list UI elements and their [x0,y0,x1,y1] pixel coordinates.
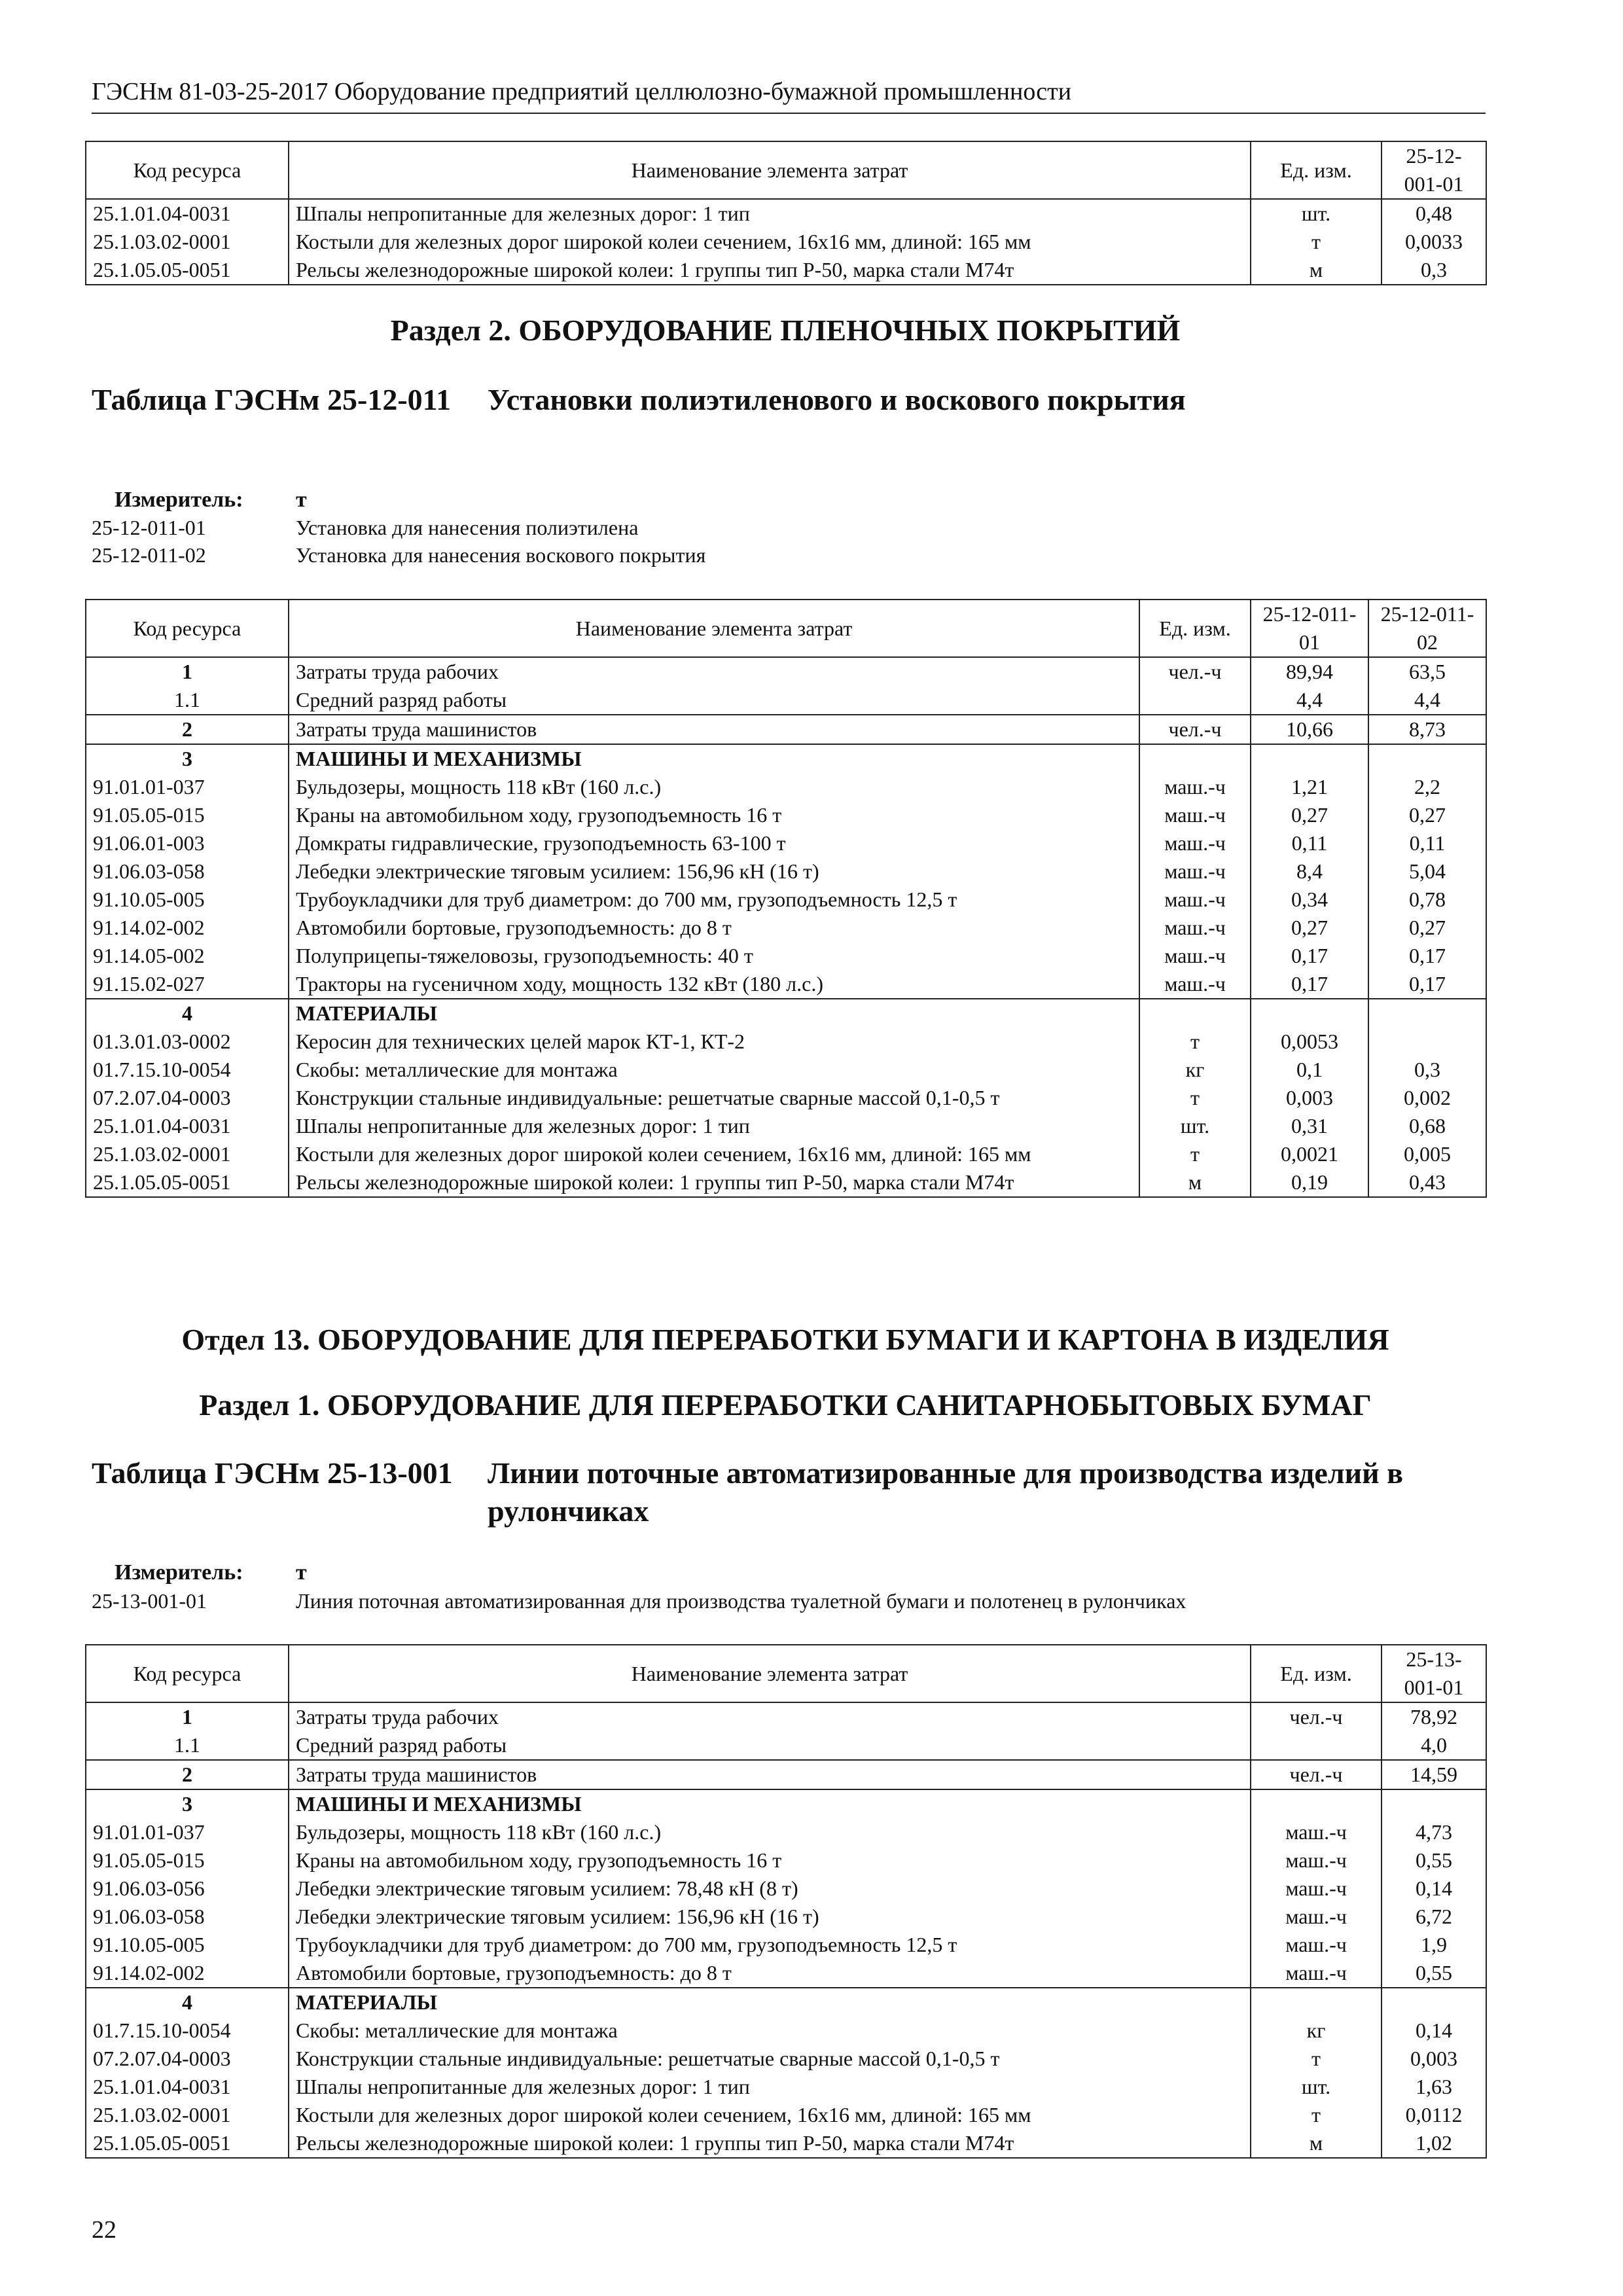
row-code: 91.14.02-002 [86,914,289,942]
row-code: 1.1 [86,686,289,715]
row-code: 25.1.03.02-0001 [86,2101,289,2129]
table-row [86,914,1486,942]
meter-label: Измеритель: [115,488,243,512]
row-name: Затраты труда рабочих [289,657,1139,686]
table-row [86,970,1486,999]
row-name: Скобы: металлические для монтажа [289,2017,1251,2045]
row-unit: шт. [1251,2073,1382,2101]
row-unit: маш.-ч [1251,1846,1382,1874]
row-unit: маш.-ч [1139,857,1251,886]
col-header-unit: Ед. изм. [1251,1645,1382,1702]
row-value: 0,55 [1382,1846,1486,1874]
row-value: 0,48 [1382,199,1486,228]
row-unit: чел.-ч [1251,1702,1382,1731]
row-code: 91.05.05-015 [86,1846,289,1874]
row-code: 25.1.03.02-0001 [86,228,289,256]
table-row [86,829,1486,857]
meter-item-code: 25-12-011-02 [92,543,206,567]
row-value-2: 0,005 [1368,1140,1486,1168]
meter-item-desc: Установка для нанесения полиэтилена [296,516,639,539]
row-code: 4 [86,999,289,1028]
table-row [86,2101,1486,2129]
row-value: 0,0112 [1382,2101,1486,2129]
row-value-1: 0,27 [1251,914,1368,942]
row-value-1: 8,4 [1251,857,1368,886]
col-header-norm: 25-12-001-01 [1382,141,1486,199]
row-value: 0,14 [1382,2017,1486,2045]
row-code: 01.7.15.10-0054 [86,1056,289,1084]
table-row [86,1140,1486,1168]
table-row [86,1874,1486,1903]
row-name: Скобы: металлические для монтажа [289,1056,1139,1084]
row-value-2: 0,17 [1368,970,1486,999]
row-value-2 [1368,1028,1486,1056]
row-unit: кг [1139,1056,1251,1084]
row-value-2: 0,17 [1368,942,1486,970]
col-header-unit: Ед. изм. [1139,600,1251,657]
resource-table-25-13-001 [85,1644,1487,2159]
row-value-2: 0,11 [1368,829,1486,857]
row-name: Лебедки электрические тяговым усилием: 78,48 кН (8 т) [289,1874,1251,1903]
row-name: Костыли для железных дорог широкой колеи сечением, 16х16 мм, длиной: 165 мм [289,1140,1139,1168]
row-code: 91.14.02-002 [86,1959,289,1988]
row-name: Трубоукладчики для труб диаметром: до 700 мм, грузоподъемность 12,5 т [289,1931,1251,1959]
row-value: 0,14 [1382,1874,1486,1903]
row-code: 25.1.01.04-0031 [86,1112,289,1140]
row-name: Конструкции стальные индивидуальные: решетчатые сварные массой 0,1-0,5 т [289,2045,1251,2073]
table-title: Линии поточные автоматизированные для производства изделий в рулончиках [488,1456,1403,1528]
table-row [86,1959,1486,1988]
col-header-norm: 25-13-001-01 [1382,1645,1486,1702]
table-row [86,2073,1486,2101]
row-name: Лебедки электрические тяговым усилием: 156,96 кН (16 т) [289,1903,1251,1931]
table-row [86,2017,1486,2045]
meter-item-code: 25-13-001-01 [92,1589,207,1613]
row-name: Шпалы непропитанные для железных дорог: 1 тип [289,2073,1251,2101]
row-unit: маш.-ч [1139,914,1251,942]
row-code: 1.1 [86,1731,289,1760]
row-value-1: 0,0021 [1251,1140,1368,1168]
section-title: Раздел 2. ОБОРУДОВАНИЕ ПЛЕНОЧНЫХ ПОКРЫТИЙ [390,314,1181,347]
table-row [86,1702,1486,1731]
table-row [86,1760,1486,1789]
table-row [86,256,1486,285]
row-value: 1,63 [1382,2073,1486,2101]
row-unit: маш.-ч [1139,773,1251,801]
table-row [86,857,1486,886]
table-row [86,686,1486,715]
row-value-1: 0,11 [1251,829,1368,857]
col-header-name: Наименование элемента затрат [289,1645,1251,1702]
row-code: 91.01.01-037 [86,1818,289,1846]
row-unit: маш.-ч [1251,1959,1382,1988]
table-row [86,773,1486,801]
col-header-code: Код ресурса [86,600,289,657]
table-row [86,199,1486,228]
row-value-1: 89,94 [1251,657,1368,686]
row-code: 25.1.05.05-0051 [86,256,289,285]
row-value-2 [1368,744,1486,773]
row-unit: маш.-ч [1139,886,1251,914]
row-value-1: 0,0053 [1251,1028,1368,1056]
meter-unit: т [296,1560,307,1585]
row-code: 91.10.05-005 [86,1931,289,1959]
row-unit [1251,1731,1382,1760]
row-name: МАШИНЫ И МЕХАНИЗМЫ [289,744,1139,773]
row-code: 91.14.05-002 [86,942,289,970]
row-value-1: 0,1 [1251,1056,1368,1084]
row-code: 91.01.01-037 [86,773,289,801]
row-value-1: 0,27 [1251,801,1368,829]
section-title: Раздел 1. ОБОРУДОВАНИЕ ДЛЯ ПЕРЕРАБОТКИ САНИТАРНОБЫТОВЫХ БУМАГ [199,1388,1372,1422]
row-name: МАШИНЫ И МЕХАНИЗМЫ [289,1789,1251,1818]
row-value-1: 10,66 [1251,715,1368,744]
page-number: 22 [92,2216,116,2244]
row-name: Рельсы железнодорожные широкой колеи: 1 группы тип Р-50, марка стали М74т [289,2129,1251,2158]
row-unit: т [1251,228,1382,256]
table-row [86,657,1486,686]
row-unit: маш.-ч [1251,1874,1382,1903]
row-code: 07.2.07.04-0003 [86,1084,289,1112]
table-row [86,1818,1486,1846]
table-row [86,886,1486,914]
col-header-code: Код ресурса [86,1645,289,1702]
table-label: Таблица ГЭСНм 25-13-001 [92,1456,453,1490]
row-unit [1139,744,1251,773]
row-code: 91.06.01-003 [86,829,289,857]
row-value: 0,003 [1382,2045,1486,2073]
table-row [86,2129,1486,2158]
row-value-2: 0,002 [1368,1084,1486,1112]
row-name: Рельсы железнодорожные широкой колеи: 1 группы тип Р-50, марка стали М74т [289,256,1251,285]
table-row [86,1084,1486,1112]
table-row [86,801,1486,829]
row-unit: м [1251,2129,1382,2158]
row-name: Костыли для железных дорог широкой колеи сечением, 16х16 мм, длиной: 165 мм [289,228,1251,256]
table-row [86,1903,1486,1931]
row-value-2: 5,04 [1368,857,1486,886]
row-name: Лебедки электрические тяговым усилием: 156,96 кН (16 т) [289,857,1139,886]
table-group-header [86,744,1486,773]
row-value: 6,72 [1382,1903,1486,1931]
row-value-2: 2,2 [1368,773,1486,801]
table-row [86,1112,1486,1140]
row-value: 1,02 [1382,2129,1486,2158]
row-unit: т [1251,2101,1382,2129]
table-row [86,1846,1486,1874]
row-value-1: 1,21 [1251,773,1368,801]
row-name: Бульдозеры, мощность 118 кВт (160 л.с.) [289,773,1139,801]
row-unit: шт. [1139,1112,1251,1140]
table-title: Установки полиэтиленового и воскового покрытия [488,383,1186,416]
row-value-2: 0,27 [1368,801,1486,829]
row-code: 1 [86,657,289,686]
row-code: 25.1.03.02-0001 [86,1140,289,1168]
row-value-2: 0,78 [1368,886,1486,914]
row-name: Домкраты гидравлические, грузоподъемность 63-100 т [289,829,1139,857]
row-code: 91.06.03-058 [86,857,289,886]
row-value: 4,73 [1382,1818,1486,1846]
row-value-2: 8,73 [1368,715,1486,744]
resource-table-25-12-011 [85,599,1487,1198]
row-name: Автомобили бортовые, грузоподъемность: до 8 т [289,1959,1251,1988]
row-unit: маш.-ч [1139,970,1251,999]
row-value-1: 4,4 [1251,686,1368,715]
row-name: Средний разряд работы [289,1731,1251,1760]
row-name: Тракторы на гусеничном ходу, мощность 132 кВт (180 л.с.) [289,970,1139,999]
table-row [86,1056,1486,1084]
row-value: 1,9 [1382,1931,1486,1959]
row-name: Краны на автомобильном ходу, грузоподъемность 16 т [289,1846,1251,1874]
table-row [86,1931,1486,1959]
row-value-1: 0,003 [1251,1084,1368,1112]
row-unit [1251,1789,1382,1818]
row-unit: маш.-ч [1251,1931,1382,1959]
row-name: МАТЕРИАЛЫ [289,999,1139,1028]
row-unit: т [1139,1084,1251,1112]
row-unit: м [1139,1168,1251,1197]
department-title: Отдел 13. ОБОРУДОВАНИЕ ДЛЯ ПЕРЕРАБОТКИ БУМАГИ И КАРТОНА В ИЗДЕЛИЯ [181,1323,1389,1356]
row-code: 25.1.05.05-0051 [86,2129,289,2158]
row-value-2: 0,3 [1368,1056,1486,1084]
row-value-2: 4,4 [1368,686,1486,715]
row-value-1: 0,19 [1251,1168,1368,1197]
table-row [86,1168,1486,1197]
table-row [86,1731,1486,1760]
row-code: 01.7.15.10-0054 [86,2017,289,2045]
row-value: 14,59 [1382,1760,1486,1789]
row-code: 25.1.01.04-0031 [86,199,289,228]
row-unit: т [1139,1028,1251,1056]
table-row [86,1028,1486,1056]
row-name: Затраты труда машинистов [289,1760,1251,1789]
col-header-norm-2: 25-12-011-02 [1368,600,1486,657]
row-code: 01.3.01.03-0002 [86,1028,289,1056]
row-unit [1139,999,1251,1028]
row-unit: т [1251,2045,1382,2073]
row-unit: шт. [1251,199,1382,228]
table-continuation [85,141,1487,285]
row-value-1: 0,17 [1251,942,1368,970]
row-name: Костыли для железных дорог широкой колеи сечением, 16х16 мм, длиной: 165 мм [289,2101,1251,2129]
row-value-1: 0,34 [1251,886,1368,914]
row-name: Автомобили бортовые, грузоподъемность: до 8 т [289,914,1139,942]
row-code: 4 [86,1988,289,2017]
row-value: 4,0 [1382,1731,1486,1760]
row-value: 0,55 [1382,1959,1486,1988]
meter-label: Измеритель: [115,1560,243,1585]
row-value-2: 63,5 [1368,657,1486,686]
col-header-name: Наименование элемента затрат [289,600,1139,657]
row-name: Шпалы непропитанные для железных дорог: 1 тип [289,199,1251,228]
row-name: Затраты труда машинистов [289,715,1139,744]
row-value-2: 0,68 [1368,1112,1486,1140]
table-group-header [86,1988,1486,2017]
row-code: 91.06.03-056 [86,1874,289,1903]
table-group-header [86,999,1486,1028]
row-code: 3 [86,1789,289,1818]
row-name: Затраты труда рабочих [289,1702,1251,1731]
row-unit: чел.-ч [1251,1760,1382,1789]
table-row [86,942,1486,970]
col-header-unit: Ед. изм. [1251,141,1382,199]
table-label: Таблица ГЭСНм 25-12-011 [92,383,452,416]
row-code: 2 [86,1760,289,1789]
row-code: 25.1.01.04-0031 [86,2073,289,2101]
row-unit: т [1139,1140,1251,1168]
row-name: Рельсы железнодорожные широкой колеи: 1 группы тип Р-50, марка стали М74т [289,1168,1139,1197]
table-row [86,228,1486,256]
row-unit: чел.-ч [1139,657,1251,686]
row-name: Керосин для технических целей марок КТ-1, КТ-2 [289,1028,1139,1056]
row-code: 91.05.05-015 [86,801,289,829]
row-value-2: 0,27 [1368,914,1486,942]
row-code: 91.15.02-027 [86,970,289,999]
table-row [86,2045,1486,2073]
meter-unit: т [296,488,307,512]
row-unit: маш.-ч [1139,829,1251,857]
row-name: МАТЕРИАЛЫ [289,1988,1251,2017]
row-code: 25.1.05.05-0051 [86,1168,289,1197]
running-header: ГЭСНм 81-03-25-2017 Оборудование предприятий целлюлозно-бумажной промышленности [92,77,1486,114]
row-code: 91.06.03-058 [86,1903,289,1931]
row-value-1 [1251,999,1368,1028]
col-header-norm-1: 25-12-011-01 [1251,600,1368,657]
row-unit: чел.-ч [1139,715,1251,744]
row-name: Бульдозеры, мощность 118 кВт (160 л.с.) [289,1818,1251,1846]
row-value-1: 0,17 [1251,970,1368,999]
row-unit: м [1251,256,1382,285]
row-unit [1139,686,1251,715]
row-value: 0,3 [1382,256,1486,285]
row-name: Трубоукладчики для труб диаметром: до 700 мм, грузоподъемность 12,5 т [289,886,1139,914]
row-value [1382,1988,1486,2017]
row-code: 1 [86,1702,289,1731]
row-value-1 [1251,744,1368,773]
meter-item-desc: Линия поточная автоматизированная для производства туалетной бумаги и полотенец в рулончиках [296,1589,1186,1613]
row-name: Шпалы непропитанные для железных дорог: 1 тип [289,1112,1139,1140]
row-unit [1251,1988,1382,2017]
row-value-1: 0,31 [1251,1112,1368,1140]
row-name: Средний разряд работы [289,686,1139,715]
row-name: Краны на автомобильном ходу, грузоподъемность 16 т [289,801,1139,829]
row-value-2 [1368,999,1486,1028]
col-header-name: Наименование элемента затрат [289,141,1251,199]
row-value: 0,0033 [1382,228,1486,256]
row-value-2: 0,43 [1368,1168,1486,1197]
row-name: Конструкции стальные индивидуальные: решетчатые сварные массой 0,1-0,5 т [289,1084,1139,1112]
row-unit: кг [1251,2017,1382,2045]
row-value: 78,92 [1382,1702,1486,1731]
row-code: 3 [86,744,289,773]
row-unit: маш.-ч [1251,1818,1382,1846]
row-unit: маш.-ч [1251,1903,1382,1931]
row-code: 91.10.05-005 [86,886,289,914]
meter-item-code: 25-12-011-01 [92,516,206,539]
meter-item-desc: Установка для нанесения воскового покрытия [296,543,706,567]
row-code: 2 [86,715,289,744]
row-unit: маш.-ч [1139,801,1251,829]
row-code: 07.2.07.04-0003 [86,2045,289,2073]
row-unit: маш.-ч [1139,942,1251,970]
table-group-header [86,1789,1486,1818]
row-name: Полуприцепы-тяжеловозы, грузоподъемность: 40 т [289,942,1139,970]
row-value [1382,1789,1486,1818]
table-row [86,715,1486,744]
col-header-code: Код ресурса [86,141,289,199]
